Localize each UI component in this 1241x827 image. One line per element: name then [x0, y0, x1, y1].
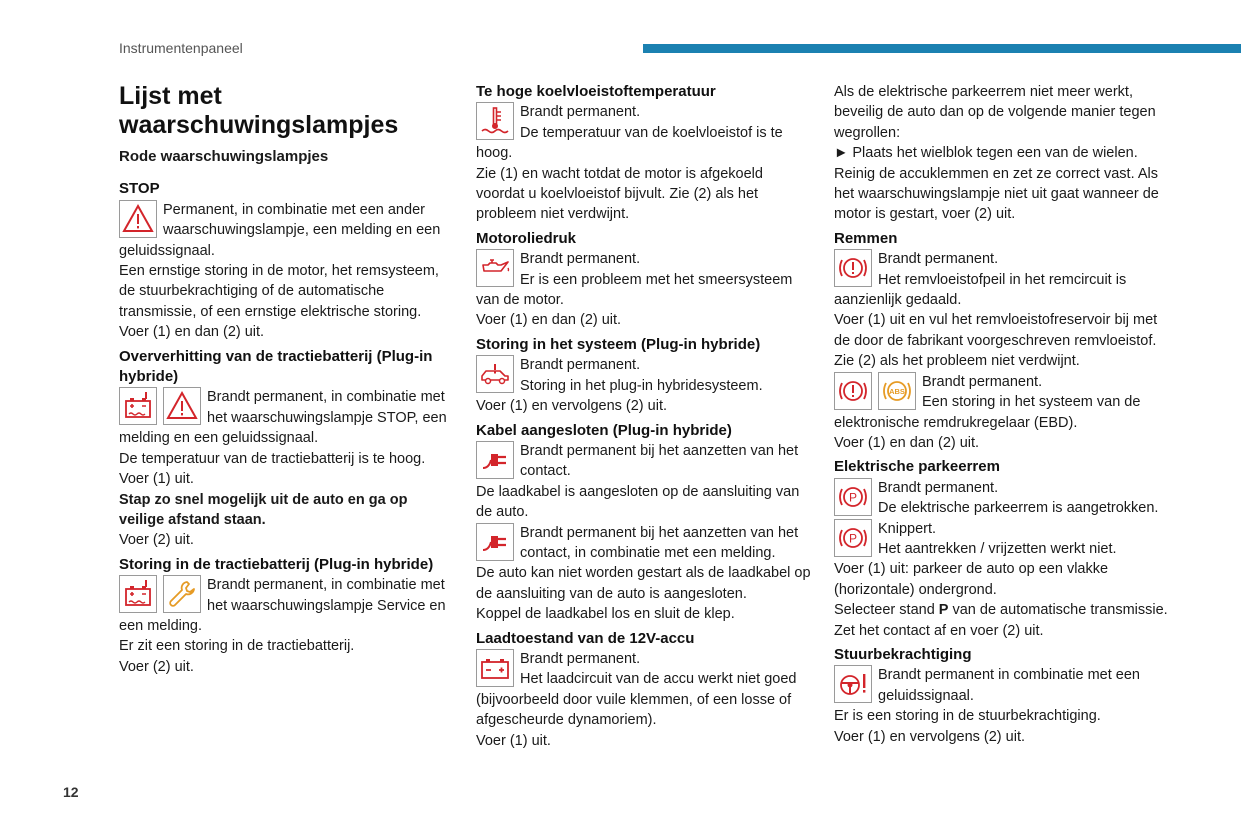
system-text2: Storing in het plug-in hybridesysteem. — [520, 377, 763, 394]
parking-action: Zet het contact af en voer (2) uit. — [834, 622, 1044, 639]
brakes-heading: Remmen — [834, 229, 898, 247]
cable-desc2: De auto kan niet worden gestart als de laadkabel op de aansluiting van de auto is aangesloten. — [476, 565, 811, 602]
brakes-text1: Brandt permanent. — [878, 251, 999, 268]
overheat-action1: Voer (1) uit. — [119, 471, 194, 488]
coolant-desc: Zie (1) en wacht totdat de motor is afgekoeld voordat u koelvloeistof bijvult. Zie (2) als het probleem niet verdwijnt. — [476, 165, 763, 223]
parking-text3: Knippert. — [878, 520, 937, 537]
parking-heading: Elektrische parkeerrem — [834, 458, 1000, 476]
coolant-text1: Brandt permanent. — [520, 104, 641, 121]
column-2 — [476, 82, 812, 751]
section-label: Instrumentenpaneel — [119, 40, 243, 56]
cable-entry-2 — [476, 523, 812, 564]
accu-entry — [476, 649, 812, 731]
battery-fault-heading: Storing in de tractiebatterij (Plug-in hybride) — [119, 555, 434, 573]
charging-plug-icon — [476, 523, 514, 561]
overheat-heading: Oververhitting van de tractiebatterij (Plug-in hybride) — [119, 347, 433, 386]
abs-icon — [878, 372, 916, 410]
parking-brake-icon — [834, 519, 872, 557]
parking-text4: Het aantrekken / vrijzetten werkt niet. — [878, 540, 1117, 557]
steering-heading: Stuurbekrachtiging — [834, 645, 972, 663]
oil-heading: Motoroliedruk — [476, 229, 576, 247]
steering-text1: Brandt permanent in combinatie met een geluidssignaal. — [878, 667, 1140, 704]
coolant-text2: De temperatuur van de koelvloeistof is te hoog. — [476, 124, 783, 162]
stop-warning-icon — [119, 200, 157, 238]
traction-battery-icon — [119, 575, 157, 613]
service-wrench-icon — [163, 575, 201, 613]
oil-entry — [476, 249, 812, 310]
page-number: 12 — [63, 784, 79, 800]
brake-warning-icon — [834, 372, 872, 410]
steering-action: Voer (1) en vervolgens (2) uit. — [834, 728, 1026, 745]
coolant-heading: Te hoge koelvloeistoftemperatuur — [476, 83, 716, 100]
accu-action: Voer (1) uit. — [476, 732, 551, 749]
parking-select-bold: P — [938, 602, 949, 619]
parking-intro: Als de elektrische parkeerrem niet meer werkt, beveilig de auto dan op de volgende manier tegen wegrollen: — [834, 84, 1156, 141]
battery-fault-text: Brandt permanent, in combinatie met het waarschuwingslampje Service en een melding. — [119, 577, 446, 634]
header-accent-bar — [643, 44, 1241, 53]
brakes-text2: Het remvloeistofpeil in het remcircuit is aanzienlijk gedaald. — [834, 271, 1127, 309]
page-title: Lijst met waarschuwingslampjes — [119, 82, 399, 139]
stop-heading: STOP — [119, 180, 160, 198]
parking-entry-2 — [834, 519, 1170, 560]
brakes-entry-2 — [834, 372, 1170, 433]
cable-entry-1 — [476, 441, 812, 482]
accu-text1: Brandt permanent. — [520, 650, 641, 667]
steering-wheel-warning-icon — [834, 665, 872, 703]
stop-action: Voer (1) en dan (2) uit. — [119, 324, 265, 341]
system-heading: Storing in het systeem (Plug-in hybride) — [476, 335, 761, 353]
charging-plug-icon — [476, 441, 514, 479]
parking-icon-label: P — [848, 531, 858, 546]
oil-action: Voer (1) en dan (2) uit. — [476, 312, 622, 329]
battery-fault-desc: Er zit een storing in de tractiebatterij. — [119, 638, 355, 655]
battery-fault-action: Voer (2) uit. — [119, 658, 194, 675]
overheat-desc: De temperatuur van de tractiebatterij is te hoog. — [119, 450, 426, 467]
parking-text1: Brandt permanent. — [878, 479, 999, 496]
accu-after: Reinig de accuklemmen en zet ze correct vast. Als het waarschuwingslampje niet uit gaat wanneer de motor is gestart, voer (2) uit. — [834, 165, 1159, 223]
parking-brake-icon — [834, 478, 872, 516]
stop-text: Permanent, in combinatie met een ander waarschuwingslampje, een melding en een geluidssignaal. — [119, 201, 441, 259]
battery-12v-icon — [476, 649, 514, 687]
car-fault-icon — [476, 355, 514, 393]
accu-heading: Laadtoestand van de 12V-accu — [476, 629, 695, 647]
cable-action: Koppel de laadkabel los en sluit de klep. — [476, 606, 735, 623]
abs-icon-label: ABS — [889, 386, 905, 396]
oil-text1: Brandt permanent. — [520, 251, 641, 268]
stop-desc: Een ernstige storing in de motor, het remsysteem, de stuurbekrachtiging of de automatische transmissie, of een ernstige elektrische storing. — [119, 263, 439, 320]
parking-icon-label: P — [848, 490, 858, 505]
brake-warning-icon — [834, 249, 872, 287]
system-text1: Brandt permanent. — [520, 357, 641, 374]
cable-text1: Brandt permanent bij het aanzetten van het contact. — [520, 442, 799, 480]
brakes-text3: Brandt permanent. — [922, 373, 1043, 390]
accu-text2: Het laadcircuit van de accu werkt niet goed (bijvoorbeeld door vuile klemmen, of een losse of afgescheurde dynamoriem). — [476, 671, 797, 729]
parking-step: ► Plaats het wielblok tegen een van de wielen. — [834, 145, 1138, 162]
parking-text2: De elektrische parkeerrem is aangetrokken. — [878, 500, 1159, 517]
steering-entry — [834, 665, 1170, 706]
stop-warning-icon — [163, 387, 201, 425]
steering-desc: Er is een storing in de stuurbekrachtiging. — [834, 708, 1101, 725]
overheat-text: Brandt permanent, in combinatie met het waarschuwingslampje STOP, een melding en een geluidssignaal. — [119, 389, 447, 447]
cable-text2: Brandt permanent bij het aanzetten van het contact, in combinatie met een melding. — [520, 524, 799, 561]
column-3 — [834, 82, 1170, 747]
brakes-desc: Voer (1) uit en vul het remvloeistofreservoir bij met de door de fabrikant voorgeschreven remvloeistof. Zie (2) als het probleem niet verdwijnt. — [834, 312, 1158, 370]
cable-desc1: De laadkabel is aangesloten op de aansluiting van de auto. — [476, 483, 800, 521]
brakes-entry-1 — [834, 249, 1170, 310]
system-entry — [476, 355, 812, 396]
parking-select — [834, 600, 1170, 620]
overheat-entry — [119, 387, 455, 448]
stop-entry — [119, 200, 455, 261]
brakes-action: Voer (1) en dan (2) uit. — [834, 434, 980, 451]
traction-battery-heat-icon — [119, 387, 157, 425]
oil-can-icon — [476, 249, 514, 287]
oil-text2: Er is een probleem met het smeersysteem van de motor. — [476, 271, 793, 309]
system-action: Voer (1) en vervolgens (2) uit. — [476, 398, 668, 415]
parking-select-before: Selecteer stand — [834, 602, 939, 619]
cable-heading: Kabel aangesloten (Plug-in hybride) — [476, 421, 732, 439]
overheat-action2: Voer (2) uit. — [119, 532, 194, 549]
brakes-text4: Een storing in het systeem van de elektronische remdrukregelaar (EBD). — [834, 394, 1141, 431]
parking-select-after: van de automatische transmissie. — [948, 602, 1168, 619]
overheat-warning: Stap zo snel mogelijk uit de auto en ga op veilige afstand staan. — [119, 491, 408, 528]
coolant-entry — [476, 102, 812, 163]
coolant-temperature-icon — [476, 102, 514, 140]
column-1 — [119, 82, 455, 677]
parking-desc: Voer (1) uit: parkeer de auto op een vlakke (horizontale) ondergrond. — [834, 561, 1109, 598]
parking-entry-1 — [834, 478, 1170, 519]
battery-fault-entry — [119, 575, 455, 636]
subtitle: Rode waarschuwingslampjes — [119, 148, 329, 165]
